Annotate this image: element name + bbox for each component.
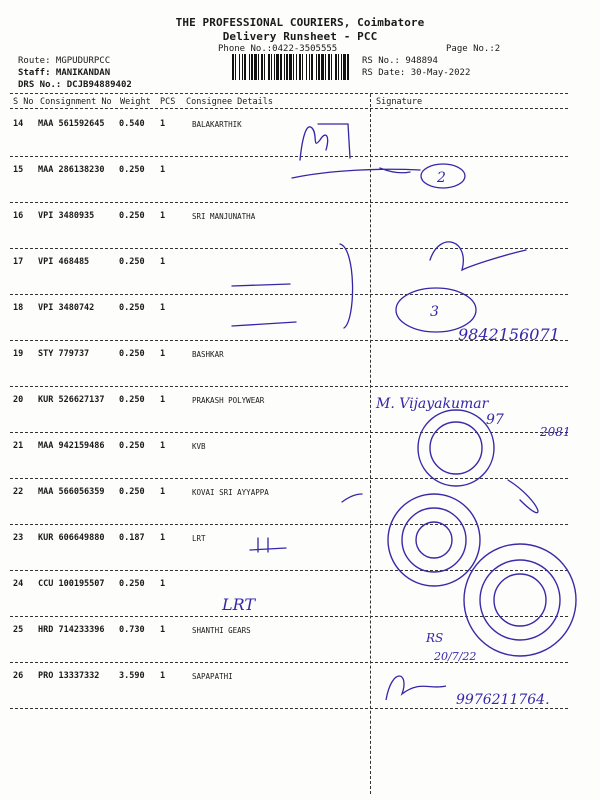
row-weight: 0.250 (119, 487, 145, 497)
barcode-bar (258, 54, 259, 80)
barcode-bar (318, 54, 320, 80)
barcode-bar (261, 54, 263, 80)
row-sno: 22 (13, 487, 24, 497)
row-rule (10, 202, 568, 203)
barcode-bar (249, 54, 250, 80)
handwritten-date: 20/7/22 (434, 650, 477, 663)
row-rule (10, 708, 568, 709)
row-consignment: KUR 606649880 (38, 533, 105, 543)
row-sno: 15 (13, 165, 24, 175)
row-weight: 0.250 (119, 349, 145, 359)
row-consignment: VPI 468485 (38, 257, 90, 267)
barcode-bar (338, 54, 339, 80)
row-weight: 0.730 (119, 625, 145, 635)
row-weight: 0.250 (119, 395, 145, 405)
row-pcs: 1 (160, 349, 166, 359)
company-title: THE PROFESSIONAL COURIERS, Coimbatore (175, 16, 425, 29)
row-sno: 24 (13, 579, 24, 589)
barcode-bar (271, 54, 272, 80)
row-pcs: 1 (160, 533, 166, 543)
row-rule (10, 386, 568, 387)
handwritten-phone: 9976211764. (456, 692, 550, 708)
barcode-bar (286, 54, 288, 80)
row-rule (10, 524, 568, 525)
table-row (0, 528, 600, 574)
row-weight: 3.590 (119, 671, 145, 681)
row-pcs: 1 (160, 579, 166, 589)
row-weight: 0.250 (119, 165, 145, 175)
row-weight: 0.250 (119, 303, 145, 313)
row-sno: 18 (13, 303, 24, 313)
barcode-bar (341, 54, 342, 80)
col-signature: Signature (376, 97, 423, 107)
row-consignment: MAA 942159486 (38, 441, 105, 451)
col-consignee: Consignee Details (186, 97, 273, 107)
barcode-bar (280, 54, 282, 80)
barcode-bar (239, 54, 240, 80)
row-weight: 0.540 (119, 119, 145, 129)
col-weight: Weight (120, 97, 151, 107)
row-consignee: BASHKAR (192, 350, 224, 359)
handwritten-lrt: LRT (222, 595, 256, 614)
phone-number: Phone No.:0422-3505555 (218, 44, 338, 54)
row-consignment: MAA 566056359 (38, 487, 105, 497)
row-sno: 23 (13, 533, 24, 543)
row-consignment: PRO 13337332 (38, 671, 100, 681)
table-row (0, 482, 600, 528)
row-pcs: 1 (160, 303, 166, 313)
barcode-bar (331, 54, 332, 80)
barcode-bar (343, 54, 346, 80)
barcode-bar (302, 54, 303, 80)
row-sno: 26 (13, 671, 24, 681)
table-row (0, 620, 600, 666)
page-number: Page No.:2 (446, 44, 501, 54)
table-row (0, 344, 600, 390)
table-row (0, 252, 600, 298)
row-pcs: 1 (160, 211, 166, 221)
row-sno: 25 (13, 625, 24, 635)
drs-number: DRS No.: DCJB94889402 (18, 80, 132, 90)
row-consignment: STY 779737 (38, 349, 90, 359)
table-row (0, 436, 600, 482)
row-consignee: KVB (192, 442, 206, 451)
barcode-bar (251, 54, 253, 80)
barcode-bar (299, 54, 301, 80)
row-weight: 0.250 (119, 579, 145, 589)
barcode-bar (264, 54, 265, 80)
table-top-rule (10, 93, 568, 94)
row-consignee: SRI MANJUNATHA (192, 212, 256, 221)
barcode-bar (306, 54, 307, 80)
barcode-bar (296, 54, 297, 80)
row-weight: 0.250 (119, 211, 145, 221)
row-consignment: MAA 561592645 (38, 119, 105, 129)
handwritten-phone: 9842156071 (458, 325, 560, 344)
barcode-bar (321, 54, 324, 80)
barcode-bar (335, 54, 337, 80)
row-rule (10, 156, 568, 157)
row-rule (10, 570, 568, 571)
row-pcs: 1 (160, 257, 166, 267)
col-sno: S No (13, 97, 34, 107)
row-weight: 0.250 (119, 257, 145, 267)
barcode-bar (242, 54, 243, 80)
col-consignment: Consignment No (40, 97, 112, 107)
handwritten-2: 2 (437, 170, 446, 186)
row-consignment: VPI 3480935 (38, 211, 95, 221)
table-header-rule (10, 108, 568, 109)
row-sno: 21 (13, 441, 24, 451)
barcode-bar (316, 54, 317, 80)
row-rule (10, 432, 568, 433)
rs-number: RS No.: 948894 (362, 56, 438, 66)
barcode-bar (254, 54, 257, 80)
barcode-bar (328, 54, 330, 80)
table-row (0, 574, 600, 620)
row-consignee: PRAKASH POLYWEAR (192, 396, 265, 405)
barcode-bar (325, 54, 326, 80)
row-sno: 16 (13, 211, 24, 221)
row-consignee: BALAKARTHIK (192, 120, 242, 129)
row-consignment: VPI 3480742 (38, 303, 95, 313)
row-consignee: LRT (192, 534, 206, 543)
row-consignee: SAPAPATHI (192, 672, 233, 681)
barcode-bar (268, 54, 270, 80)
row-consignee: SHANTHI GEARS (192, 626, 251, 635)
barcode-bar (276, 54, 279, 80)
table-row (0, 160, 600, 206)
table-row (0, 298, 600, 344)
row-sno: 20 (13, 395, 24, 405)
barcode-bar (274, 54, 275, 80)
row-rule (10, 340, 568, 341)
row-consignment: HRD 714233396 (38, 625, 105, 635)
handwritten-number: 97 (486, 412, 504, 428)
barcode-bar (284, 54, 285, 80)
row-consignee: KOVAI SRI AYYAPPA (192, 488, 269, 497)
table-row (0, 666, 600, 712)
barcode-bar (289, 54, 292, 80)
row-pcs: 1 (160, 165, 166, 175)
row-pcs: 1 (160, 441, 166, 451)
row-rule (10, 662, 568, 663)
route-label: Route: MGPUDURPCC (18, 56, 111, 66)
barcode-image (232, 54, 352, 80)
row-rule (10, 616, 568, 617)
row-rule (10, 478, 568, 479)
barcode-bar (235, 54, 236, 80)
barcode-bar (293, 54, 294, 80)
row-pcs: 1 (160, 487, 166, 497)
table-row (0, 114, 600, 160)
row-weight: 0.187 (119, 533, 145, 543)
table-row (0, 390, 600, 436)
row-consignment: MAA 286138230 (38, 165, 105, 175)
barcode-bar (232, 54, 234, 80)
row-pcs: 1 (160, 395, 166, 405)
handwritten-name: M. Vijayakumar (376, 396, 489, 412)
barcode-bar (311, 54, 313, 80)
row-pcs: 1 (160, 671, 166, 681)
sheet-title: Delivery Runsheet - PCC (222, 30, 378, 43)
row-pcs: 1 (160, 119, 166, 129)
table-row (0, 206, 600, 252)
row-weight: 0.250 (119, 441, 145, 451)
row-sno: 14 (13, 119, 24, 129)
col-pcs: PCS (160, 97, 176, 107)
barcode-bar (244, 54, 246, 80)
row-rule (10, 294, 568, 295)
handwritten-rs: RS (426, 631, 444, 645)
barcode-bar (309, 54, 310, 80)
row-consignment: KUR 526627137 (38, 395, 105, 405)
row-rule (10, 248, 568, 249)
rs-date: RS Date: 30-May-2022 (362, 68, 471, 78)
staff-label: Staff: MANIKANDAN (18, 68, 111, 78)
handwritten-number: 2081 (540, 425, 571, 439)
barcode-bar (347, 54, 349, 80)
row-sno: 19 (13, 349, 24, 359)
row-consignment: CCU 100195507 (38, 579, 105, 589)
row-sno: 17 (13, 257, 24, 267)
row-pcs: 1 (160, 625, 166, 635)
handwritten-3: 3 (430, 304, 439, 320)
